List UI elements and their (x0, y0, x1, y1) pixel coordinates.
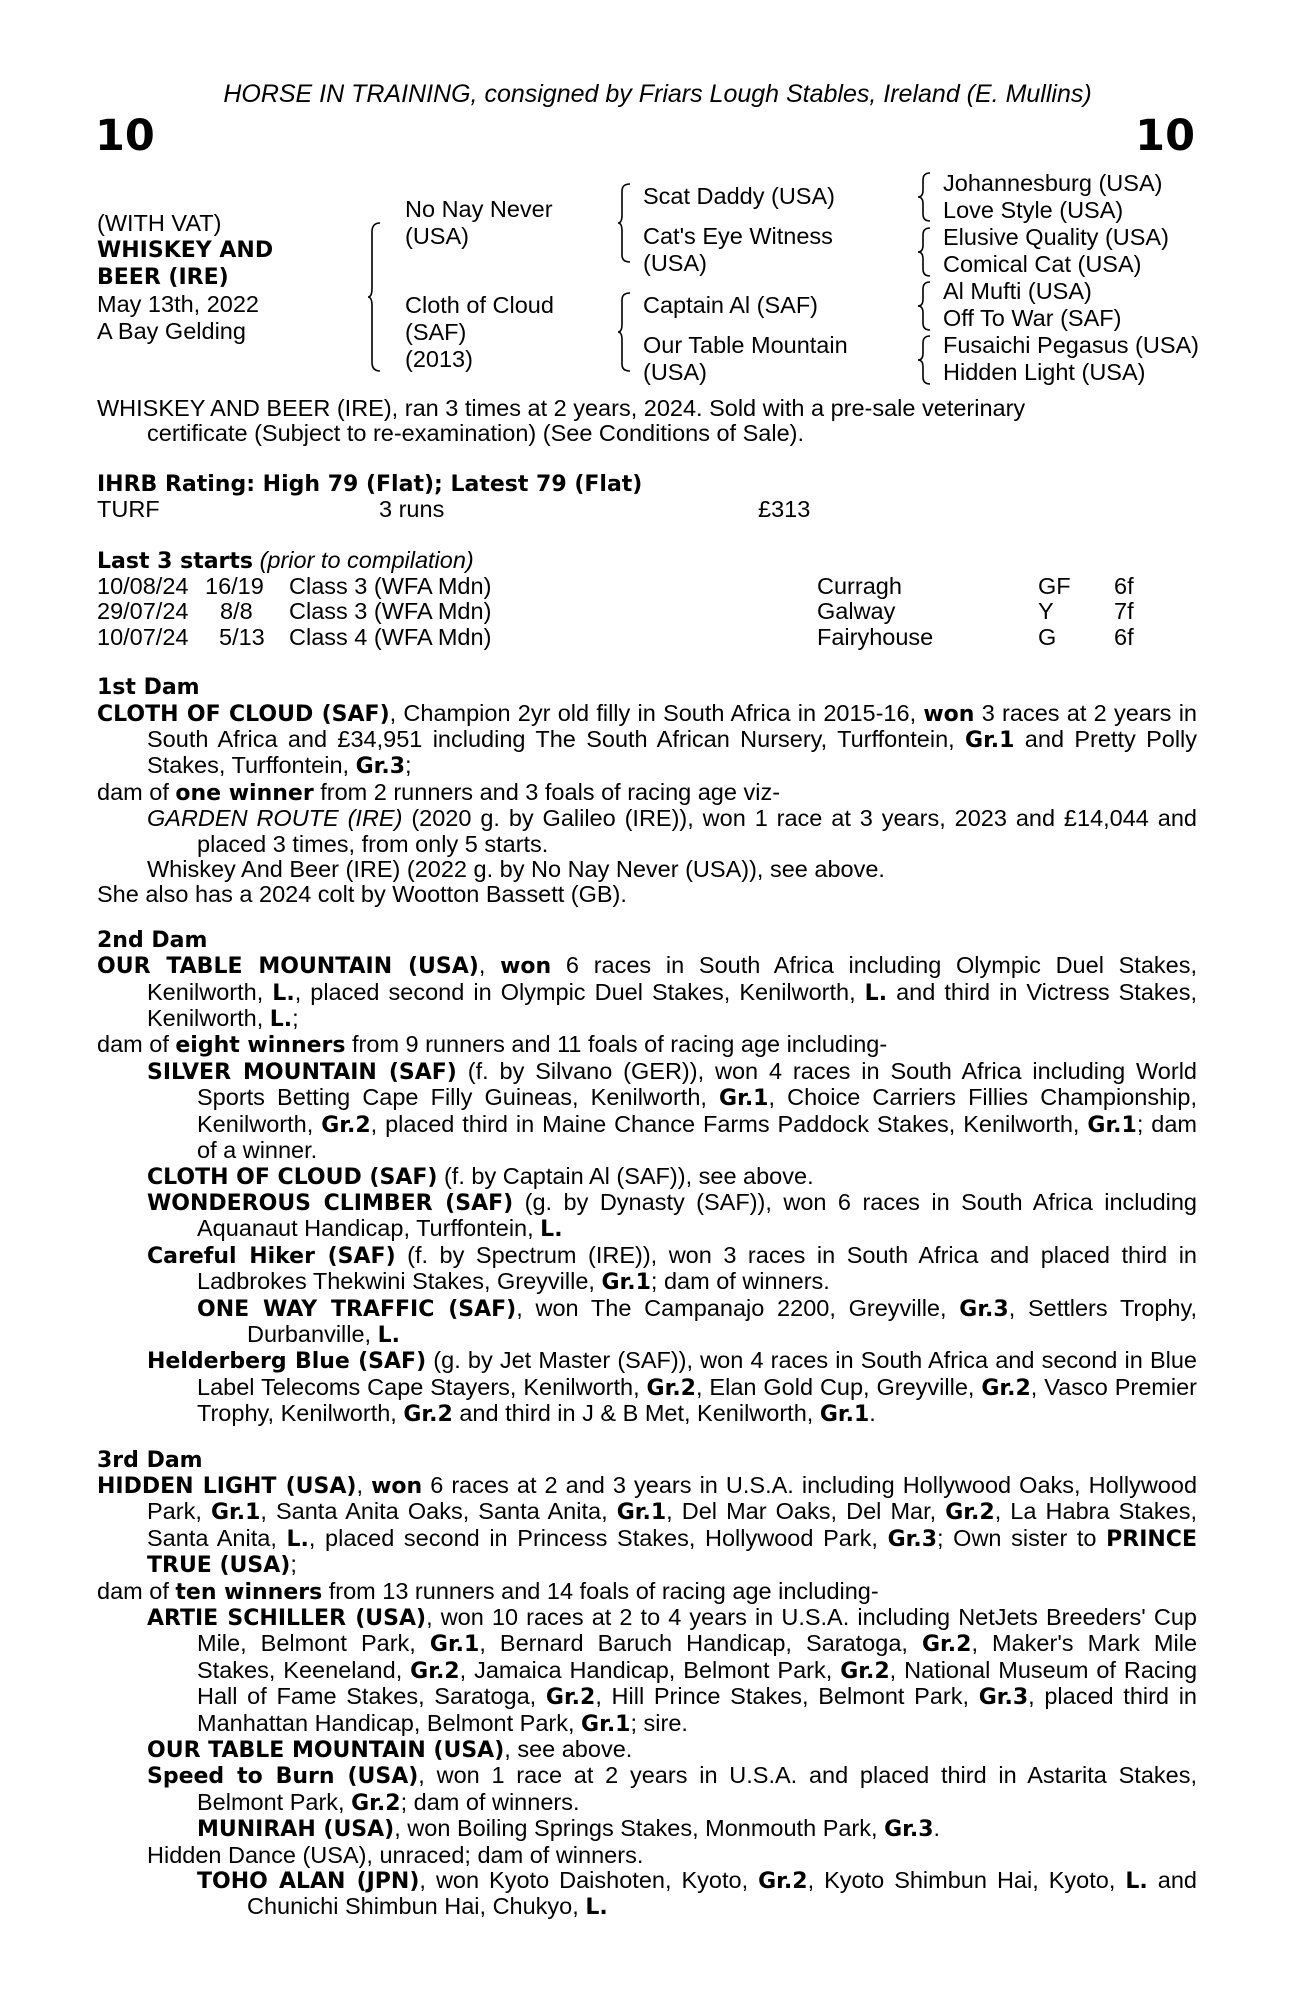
text: (f. by Captain Al (SAF)), see above. (437, 1162, 814, 1189)
first-dam-heading: 1st Dam (97, 675, 200, 701)
text: from 13 runners and 14 foals of racing age including- (322, 1577, 879, 1604)
race-record-intro (97, 396, 1197, 447)
intro-line2: certificate (Subject to re-examination) (See Conditions of Sale). (147, 420, 805, 447)
text: ; (290, 1551, 297, 1578)
produce-name: MUNIRAH (USA) (197, 1817, 395, 1843)
grade-text: Gr.3 (887, 1526, 937, 1552)
start-class: Class 3 (WFA Mdn) (289, 598, 492, 625)
grade-text: Gr.1 (581, 1711, 631, 1737)
text: , Choice Carriers Fillies Championship, Kenilworth, (197, 1084, 1198, 1137)
last-starts-note: (prior to compilation) (259, 546, 474, 573)
text: , Jamaica Handicap, Belmont Park, (459, 1656, 841, 1683)
rating-row (97, 497, 1197, 522)
pedigree-bracket (618, 292, 634, 372)
grade-text: Gr.1 (1087, 1112, 1137, 1138)
dam-sire: Captain Al (SAF) (643, 292, 819, 318)
dam-line2: (SAF) (405, 319, 467, 345)
text: , placed second in Princess Stakes, Hollywood Park, (308, 1524, 888, 1551)
dam-dam-line1: Our Table Mountain (643, 332, 848, 358)
produce-name: SILVER MOUNTAIN (SAF) (147, 1059, 457, 1085)
produce-name: ARTIE SCHILLER (USA) (147, 1606, 427, 1631)
produce-name: CLOTH OF CLOUD (SAF) (147, 1164, 438, 1190)
pedigree-table (0, 170, 1315, 390)
horse-name-line1: WHISKEY AND (97, 238, 274, 263)
produce-entry: Hidden Dance (USA), unraced; dam of winners. (147, 1841, 644, 1868)
produce-entry: Whiskey And Beer (IRE) (2022 g. by No Nay Never (USA)), see above. (147, 856, 885, 883)
grade-text: L. (377, 1322, 401, 1348)
horse-description: A Bay Gelding (97, 318, 246, 344)
gg-2: Love Style (USA) (943, 197, 1124, 223)
lot-number-left: 10 (95, 111, 155, 161)
grade-text: L. (269, 1007, 293, 1033)
pedigree-bracket (918, 227, 934, 277)
text: , Champion 2yr old filly in South Africa in 2015-16, (389, 699, 924, 726)
text: . (869, 1400, 876, 1427)
gg-4: Comical Cat (USA) (943, 251, 1142, 277)
text: and Chunichi Shimbun Hai, Chukyo, (247, 1867, 1197, 1920)
text: (g. by Jet Master (SAF)), won 4 races in South Africa and second in Blue Label Telecoms Cape Stayers, Kenilworth, (197, 1347, 1197, 1400)
produce-entry (97, 1296, 1197, 1349)
won-text: won (923, 701, 975, 727)
pedigree-bracket (918, 335, 934, 385)
gg-7: Fusaichi Pegasus (USA) (943, 332, 1199, 358)
text: , Santa Anita Oaks, Santa Anita, (260, 1498, 617, 1525)
start-date: 29/07/24 (97, 598, 189, 625)
text: , National Museum of Racing Hall of Fame Stakes, Saratoga, (197, 1656, 1198, 1710)
grade-text: Gr.1 (719, 1086, 769, 1112)
produce-entry (97, 1737, 1197, 1763)
grade-text: Gr.2 (410, 1658, 460, 1684)
last-starts-heading (97, 548, 1197, 574)
text: , Settlers Trophy, Durbanville, (247, 1294, 1197, 1347)
start-position: 8/8 (220, 598, 253, 625)
dam-dam-line2: (USA) (643, 359, 707, 385)
third-dam-heading: 3rd Dam (97, 1447, 203, 1473)
dam-note: She also has a 2024 colt by Wootton Bassett (GB). (97, 881, 627, 908)
sire-line2: (USA) (405, 223, 469, 249)
text: and third in Victress Stakes, Kenilworth, (147, 978, 1197, 1032)
grade-text: Gr.2 (321, 1112, 371, 1138)
spacer (97, 447, 1197, 472)
text: 6 races in South Africa including Olympic Duel Stakes, Kenilworth, (147, 952, 1198, 1005)
grade-text: L. (864, 980, 888, 1006)
start-course: Fairyhouse (817, 623, 934, 650)
pedigree-bracket (918, 281, 934, 331)
text: , placed third in Maine Chance Farms Paddock Stakes, Kenilworth, (370, 1110, 1088, 1137)
grade-text: L. (286, 1526, 309, 1552)
produce-entry (97, 1190, 1197, 1243)
intro-line1: WHISKEY AND BEER (IRE), ran 3 times at 2 years, 2024. Sold with a pre-sale veterinary (97, 395, 1026, 421)
gg-5: Al Mufti (USA) (943, 278, 1092, 304)
dam-line1: Cloth of Cloud (405, 292, 554, 318)
start-distance: 6f (1114, 623, 1134, 650)
start-going: G (1038, 623, 1057, 650)
grade-text: Gr.2 (545, 1685, 596, 1711)
vat-note: (WITH VAT) (97, 210, 222, 236)
text: dam of (97, 1577, 176, 1604)
start-going: Y (1038, 598, 1054, 625)
grade-text: Gr.2 (840, 1658, 890, 1684)
dam-name: HIDDEN LIGHT (USA) (97, 1473, 357, 1499)
spacer (97, 1428, 1197, 1448)
grade-text: L. (585, 1895, 608, 1921)
grade-text: Gr.3 (884, 1817, 934, 1843)
grade-text: L. (1125, 1869, 1148, 1895)
rating-title: IHRB Rating: High 79 (Flat); Latest 79 (Flat) (97, 471, 643, 497)
gg-1: Johannesburg (USA) (943, 170, 1163, 196)
text: , Vasco Premier Trophy, Kenilworth, (197, 1373, 1197, 1427)
produce-name: TOHO ALAN (JPN) (197, 1869, 420, 1895)
grade-text: L. (272, 980, 295, 1006)
grade-text: Gr.1 (601, 1270, 651, 1296)
produce-entry (97, 1059, 1197, 1164)
start-course: Curragh (817, 573, 902, 600)
produce-name: Speed to Burn (USA) (147, 1764, 419, 1790)
produce-name: ONE WAY TRAFFIC (SAF) (197, 1296, 517, 1322)
produce-name: OUR TABLE MOUNTAIN (USA) (147, 1738, 505, 1764)
sire-dam-line1: Cat's Eye Witness (643, 223, 833, 249)
text: ; (292, 1005, 299, 1032)
grade-text: Gr.2 (351, 1790, 401, 1816)
text: , Elan Gold Cup, Greyville, (695, 1373, 982, 1400)
grade-text: Gr.2 (981, 1375, 1031, 1401)
start-row (97, 574, 1197, 599)
text: (g. by Dynasty (SAF)), won 6 races in South Africa including Aquanaut Handicap, Turffontein, (197, 1188, 1197, 1242)
text: , Hill Prince Stakes, Belmont Park, (595, 1683, 979, 1710)
pedigree-bracket (918, 172, 934, 222)
text: ; dam of winners. (650, 1268, 830, 1295)
start-class: Class 4 (WFA Mdn) (289, 623, 492, 650)
text: , won Boiling Springs Stakes, Monmouth Park, (394, 1815, 885, 1842)
pedigree-bracket (618, 183, 634, 263)
surface: TURF (97, 496, 160, 523)
grade-text: Gr.2 (403, 1402, 453, 1428)
text: dam of (97, 1031, 176, 1058)
text: (2020 g. by Galileo (IRE)), won 1 race at 3 years, 2023 and £14,044 and placed 3 times, from only 5 starts. (197, 805, 1197, 857)
produce-name: Careful Hiker (SAF) (147, 1243, 396, 1269)
start-date: 10/08/24 (97, 573, 189, 600)
text: ; (405, 752, 412, 779)
start-distance: 6f (1114, 573, 1134, 600)
produce-entry (97, 1816, 1197, 1842)
grade-text: Gr.2 (758, 1869, 808, 1895)
grade-text: Gr.3 (959, 1296, 1009, 1322)
grade-text: Gr.3 (978, 1685, 1029, 1711)
text: , Maker's Mark Mile Stakes, Keeneland, (197, 1630, 1198, 1683)
catalogue-body (97, 396, 1197, 1921)
start-class: Class 3 (WFA Mdn) (289, 573, 492, 600)
text: ; dam of winners. (400, 1788, 580, 1815)
sire-dam-line2: (USA) (643, 250, 707, 276)
spacer (97, 523, 1197, 548)
text: ; Own sister to (937, 1524, 1107, 1551)
produce-name: GARDEN ROUTE (IRE) (147, 805, 403, 832)
horse-name-line2: BEER (IRE) (97, 265, 229, 290)
text: , placed second in Olympic Duel Stakes, Kenilworth, (294, 978, 865, 1005)
consignor-header: HORSE IN TRAINING, consigned by Friars Lough Stables, Ireland (E. Mullins) (223, 80, 1092, 108)
sire-sire: Scat Daddy (USA) (643, 183, 835, 209)
first-dam-paragraph (97, 701, 1197, 780)
grade-text: Gr.3 (355, 754, 406, 780)
start-distance: 7f (1114, 598, 1134, 625)
pedigree-bracket (368, 222, 384, 372)
second-dam-paragraph: OUR TABLE MOUNTAIN (USA), won 6 races in South Africa including Olympic Duel Stakes, Kenilworth, L., placed second in Olympic Duel Stakes, Kenilworth, L. and third in Victress Stakes, Kenilworth, L.; (97, 952, 1198, 1033)
produce-summary (97, 1579, 1197, 1605)
produce-summary (97, 780, 1197, 806)
winners-count: ten winners (175, 1579, 323, 1605)
grade-text: Gr.1 (965, 728, 1015, 753)
won-text: won (371, 1473, 423, 1499)
text: and third in J & B Met, Kenilworth, (452, 1400, 820, 1427)
grade-text: Gr.2 (646, 1375, 696, 1401)
won-text: won (500, 954, 552, 980)
grade-text: Gr.1 (616, 1500, 667, 1526)
text: , see above. (504, 1736, 633, 1763)
produce-name: WONDEROUS CLIMBER (SAF) (147, 1190, 514, 1216)
gg-3: Elusive Quality (USA) (943, 224, 1169, 250)
grade-text: Gr.2 (922, 1632, 972, 1658)
grade-text: Gr.1 (429, 1632, 480, 1658)
produce-entry (97, 1605, 1197, 1737)
start-position: 16/19 (205, 573, 264, 600)
gg-6: Off To War (SAF) (943, 305, 1122, 331)
text: ; sire. (630, 1709, 688, 1736)
last-starts-title: Last 3 starts (97, 548, 254, 574)
text: ; dam of a winner. (197, 1110, 1198, 1164)
sister-name: PRINCE TRUE (USA) (147, 1526, 1197, 1579)
dam-name: CLOTH OF CLOUD (SAF) (97, 701, 390, 727)
text: from 2 runners and 3 foals of racing age viz- (313, 778, 781, 805)
spacer (97, 908, 1197, 928)
text: . (933, 1815, 941, 1842)
text: (f. by Spectrum (IRE)), won 3 races in South Africa and placed third in Ladbrokes Thekwini Stakes, Greyville, (197, 1241, 1197, 1295)
produce-entry (97, 1164, 1197, 1190)
produce-entry (97, 1868, 1197, 1921)
spacer (97, 650, 1197, 675)
produce-entry (97, 1763, 1197, 1816)
third-dam-paragraph: HIDDEN LIGHT (USA), won 6 races at 2 and 3 years in U.S.A. including Hollywood Oaks, Hollywood Park, Gr.1, Santa Anita Oaks, Santa Anita, Gr.1, Del Mar Oaks, Del Mar, Gr.2, La Habra Stakes, Santa Anita, L., placed second in Princess Stakes, Hollywood Park, Gr.3; Own sister to PRINCE TRUE (USA); (97, 1471, 1198, 1579)
text: , La Habra Stakes, Santa Anita, (147, 1498, 1197, 1551)
earnings: £313 (758, 496, 811, 523)
text: (f. by Silvano (GER)), won 4 races in South Africa including World Sports Betting Cape Filly Guineas, Kenilworth, (197, 1057, 1197, 1111)
start-position: 5/13 (219, 623, 265, 650)
winners-count: eight winners (175, 1033, 346, 1059)
second-dam-heading: 2nd Dam (97, 927, 208, 953)
lot-number-right: 10 (1135, 111, 1195, 161)
produce-summary (97, 1032, 1197, 1058)
produce-name: Helderberg Blue (SAF) (147, 1349, 427, 1375)
grade-text: Gr.2 (945, 1500, 995, 1526)
text: , won 1 race at 2 years in U.S.A. and placed third in Astarita Stakes, Belmont Park, (197, 1762, 1197, 1815)
text: , Del Mar Oaks, Del Mar, (666, 1498, 946, 1525)
text: , Bernard Baruch Handicap, Saratoga, (479, 1630, 922, 1657)
text: , placed third in Manhattan Handicap, Belmont Park, (197, 1683, 1197, 1736)
grade-text: L. (540, 1217, 563, 1243)
text: , won Kyoto Daishoten, Kyoto, (419, 1867, 759, 1894)
text: 6 races at 2 and 3 years in U.S.A. including Hollywood Oaks, Hollywood Park, (147, 1471, 1198, 1525)
text: 3 races at 2 years in South Africa and £34,951 including The South African Nursery, Turffontein, (147, 699, 1197, 752)
foaling-date: May 13th, 2022 (97, 291, 259, 317)
dam-name: OUR TABLE MOUNTAIN (USA) (97, 954, 479, 980)
sire-line1: No Nay Never (405, 196, 553, 222)
grade-text: Gr.1 (210, 1500, 261, 1526)
produce-entry (97, 806, 1197, 857)
produce-entry (97, 1348, 1197, 1427)
start-going: GF (1038, 573, 1071, 600)
gg-8: Hidden Light (USA) (943, 359, 1146, 385)
produce-entry (97, 1243, 1197, 1296)
start-row (97, 599, 1197, 624)
text: , won The Campanajo 2200, Greyville, (516, 1294, 960, 1321)
text: , won 10 races at 2 to 4 years in U.S.A. including NetJets Breeders' Cup Mile, Belmont Park, (197, 1604, 1197, 1657)
text: and Pretty Polly Stakes, Turffontein, (147, 726, 1198, 779)
text: , Kyoto Shimbun Hai, Kyoto, (807, 1867, 1126, 1894)
grade-text: Gr.1 (819, 1402, 870, 1428)
runs: 3 runs (379, 496, 445, 523)
winners-count: one winner (175, 780, 314, 806)
start-date: 10/07/24 (97, 623, 189, 650)
dam-year: (2013) (405, 346, 473, 372)
start-course: Galway (817, 598, 896, 625)
text: dam of (97, 778, 176, 805)
text: from 9 runners and 11 foals of racing age including- (345, 1031, 888, 1058)
start-row (97, 625, 1197, 650)
